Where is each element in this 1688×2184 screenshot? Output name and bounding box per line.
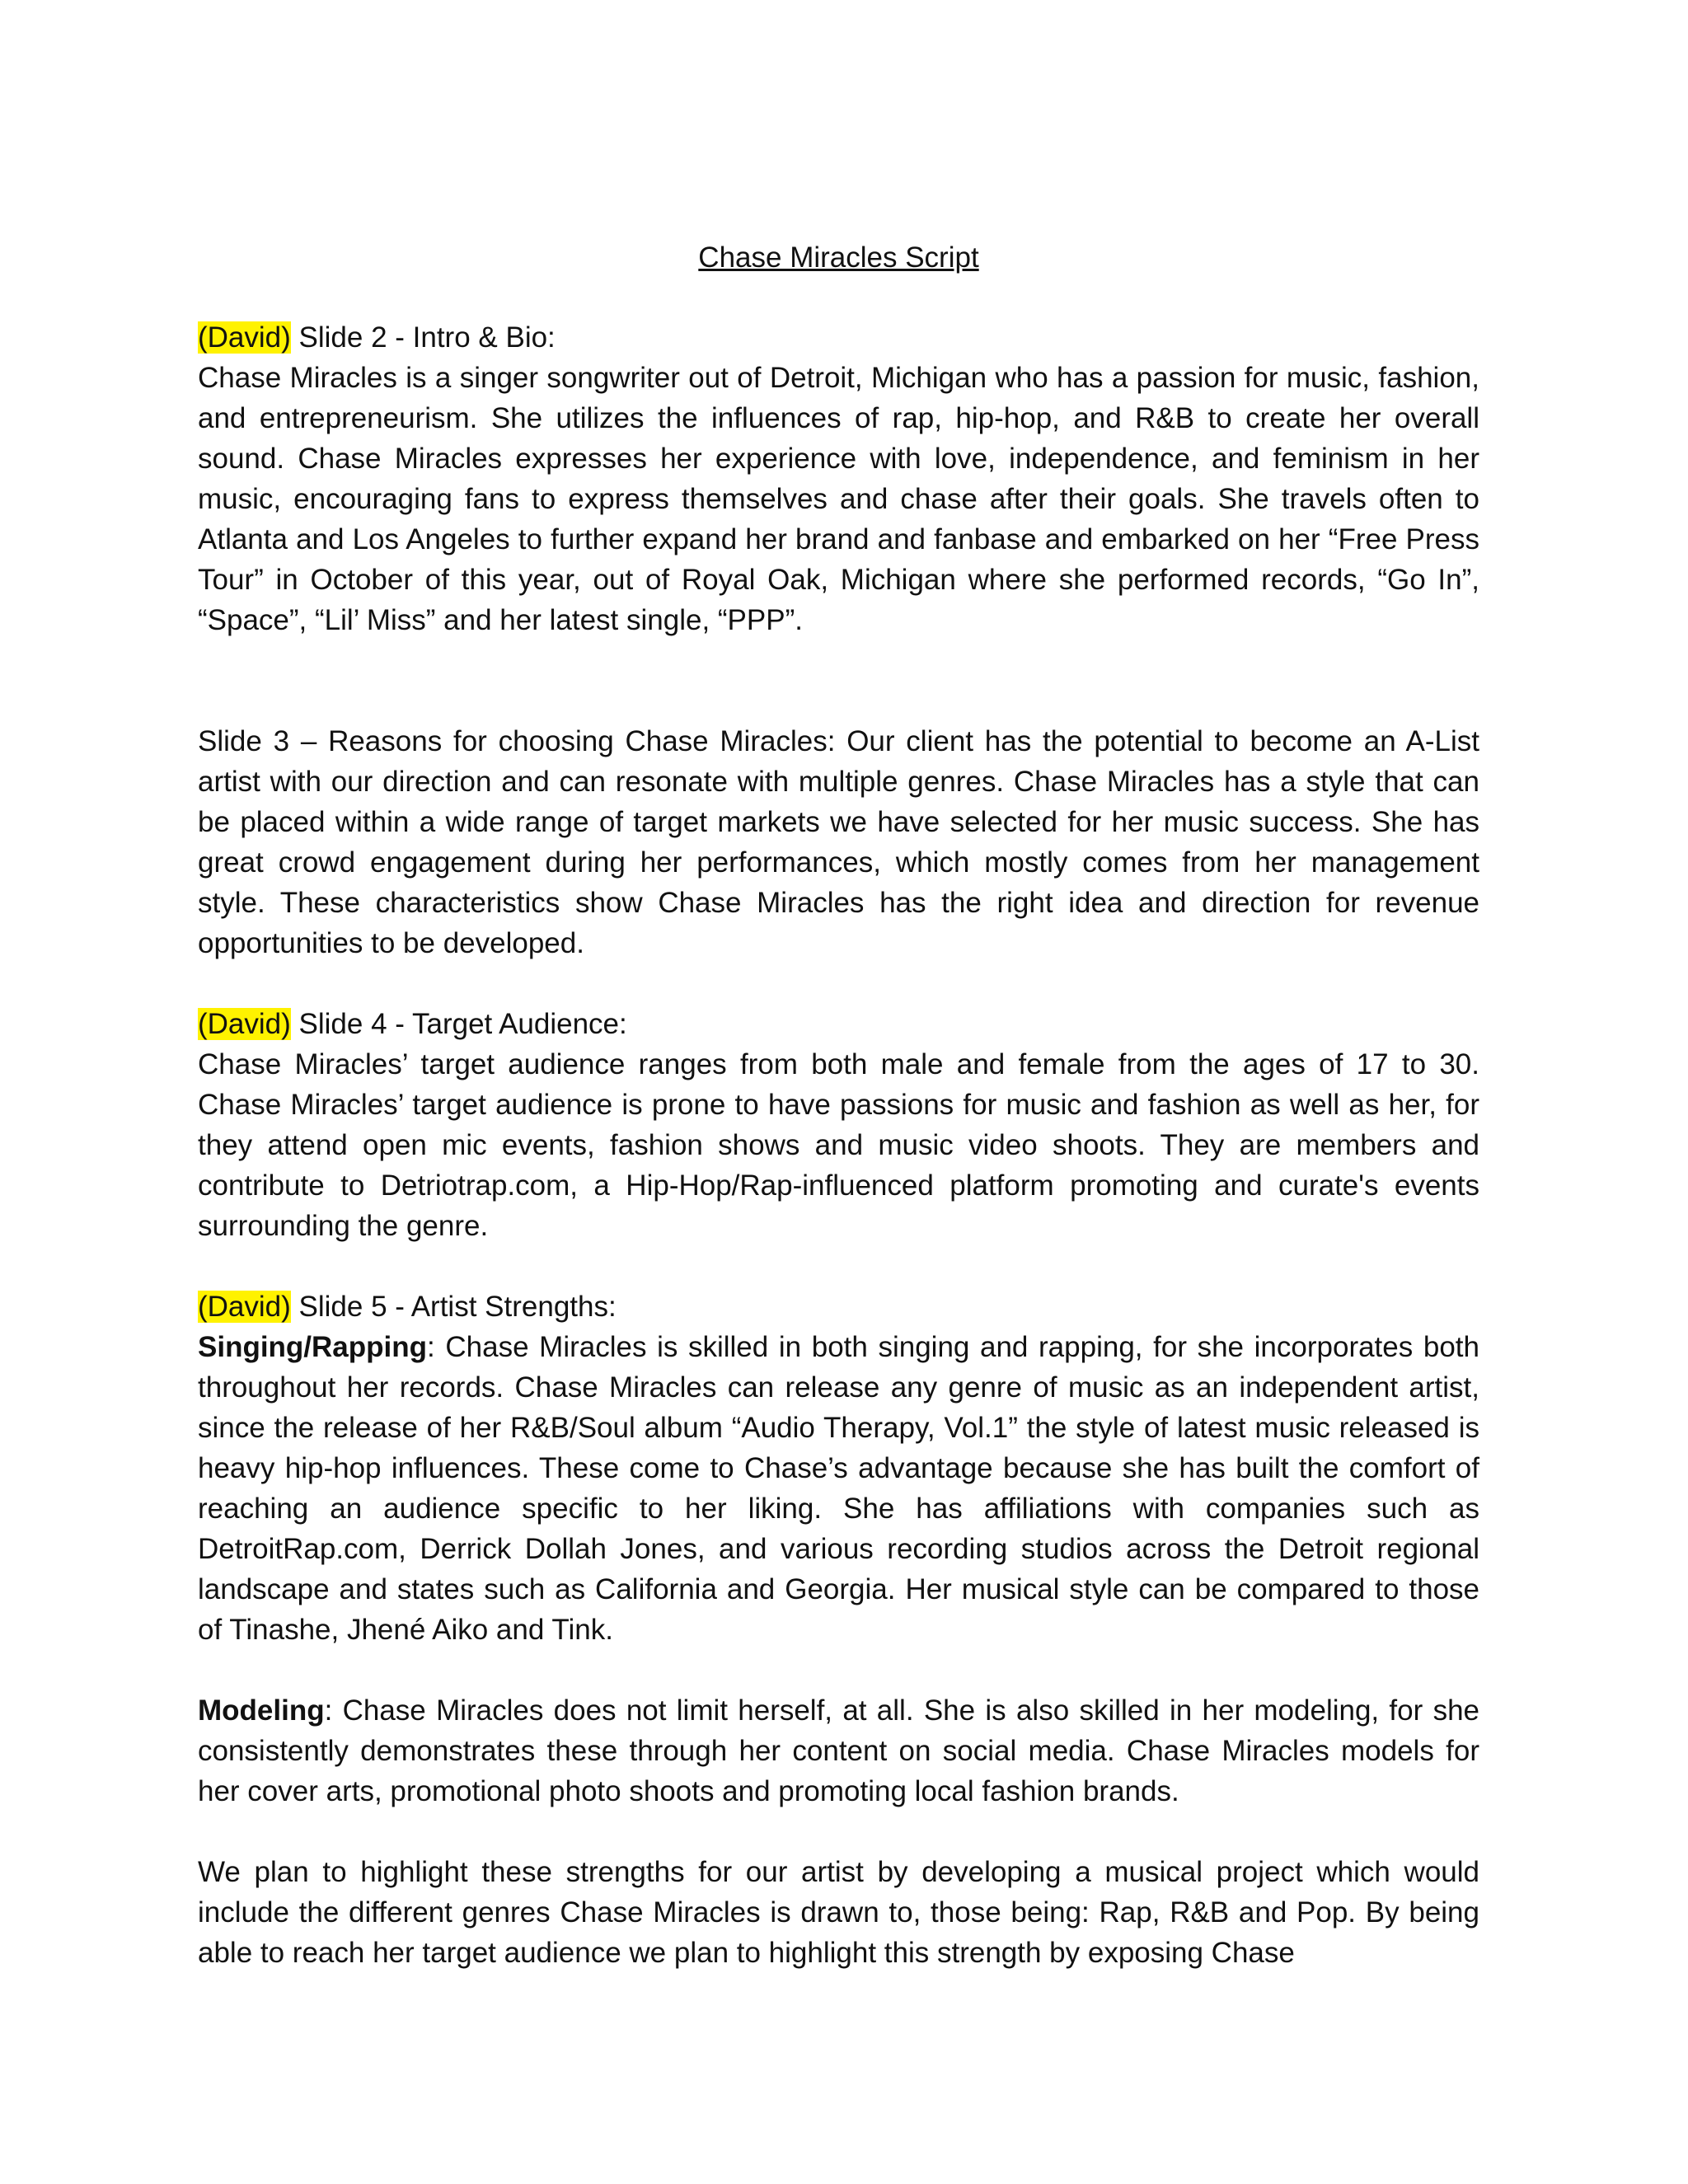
- slide-4-heading-text: Slide 4 - Target Audience:: [290, 1008, 627, 1040]
- slide-5-heading-text: Slide 5 - Artist Strengths:: [290, 1291, 617, 1323]
- slide-5-heading: [198, 1286, 1479, 1327]
- spacer: [198, 1246, 1479, 1286]
- modeling-term: Modeling: [198, 1694, 325, 1727]
- document-title: Chase Miracles Script: [698, 241, 979, 274]
- slide-2-heading-text: Slide 2 - Intro & Bio:: [290, 321, 556, 354]
- slide-2-heading: [198, 317, 1479, 358]
- slide-4-heading: [198, 1004, 1479, 1044]
- document-page: [198, 237, 1479, 1973]
- strengths-plan-paragraph: We plan to highlight these strengths for our artist by developing a musical project which would include the different genres Chase Miracles is drawn to, those being: Rap, R&B and Pop. By being able to reach her target audience we plan to highlight this strength by exposing Chase: [198, 1856, 1479, 1969]
- spacer: [198, 1811, 1479, 1852]
- singing-rapping-term: Singing/Rapping: [198, 1331, 428, 1363]
- speaker-highlight: (David): [198, 1291, 291, 1323]
- speaker-highlight: (David): [198, 1008, 291, 1040]
- speaker-highlight: (David): [198, 321, 291, 354]
- modeling-paragraph: [198, 1690, 1479, 1811]
- slide-3-body: Slide 3 – Reasons for choosing Chase Miracles: Our client has the potential to become an A-List artist with our direction and can resonate with multiple genres. Chase Miracles has a style that can be placed within a wide range of target markets we have selected for her music success. She has great crowd engagement during her performances, which mostly comes from her management style. These characteristics show Chase Miracles has the right idea and direction for revenue opportunities to be developed.: [198, 725, 1479, 959]
- spacer: [198, 640, 1479, 721]
- spacer: [198, 1650, 1479, 1690]
- slide-4-body: Chase Miracles’ target audience ranges from both male and female from the ages of 17 to 30. Chase Miracles’ target audience is prone to have passions for music and fashion as well as her, for they attend open mic events, fashion shows and music video shoots. They are members and contribute to Detriotrap.com, a Hip-Hop/Rap-influenced platform promoting and curate's events surrounding the genre.: [198, 1048, 1479, 1242]
- modeling-text: : Chase Miracles does not limit herself, at all. She is also skilled in her modeling, for she consistently demonstrates these through her content on social media. Chase Miracles models for her cover arts, promotional photo shoots and promoting local fashion brands.: [198, 1694, 1479, 1807]
- singing-rapping-paragraph: [198, 1327, 1479, 1650]
- spacer: [198, 963, 1479, 1004]
- singing-rapping-text: : Chase Miracles is skilled in both singing and rapping, for she incorporates both throughout her records. Chase Miracles can release any genre of music as an independent artist, since the release of her R&B/Soul album “Audio Therapy, Vol.1” the style of latest music released is heavy hip-hop influences. These come to Chase’s advantage because she has built the comfort of reaching an audience specific to her liking. She has affiliations with companies such as DetroitRap.com, Derrick Dollah Jones, and various recording studios across the Detroit regional landscape and states such as California and Georgia. Her musical style can be compared to those of Tinashe, Jhené Aiko and Tink.: [198, 1331, 1479, 1646]
- slide-2-body: Chase Miracles is a singer songwriter out of Detroit, Michigan who has a passion for music, fashion, and entrepreneurism. She utilizes the influences of rap, hip-hop, and R&B to create her overall sound. Chase Miracles expresses her experience with love, independence, and feminism in her music, encouraging fans to express themselves and chase after their goals. She travels often to Atlanta and Los Angeles to further expand her brand and fanbase and embarked on her “Free Press Tour” in October of this year, out of Royal Oak, Michigan where she performed records, “Go In”, “Space”, “Lil’ Miss” and her latest single, “PPP”.: [198, 362, 1479, 636]
